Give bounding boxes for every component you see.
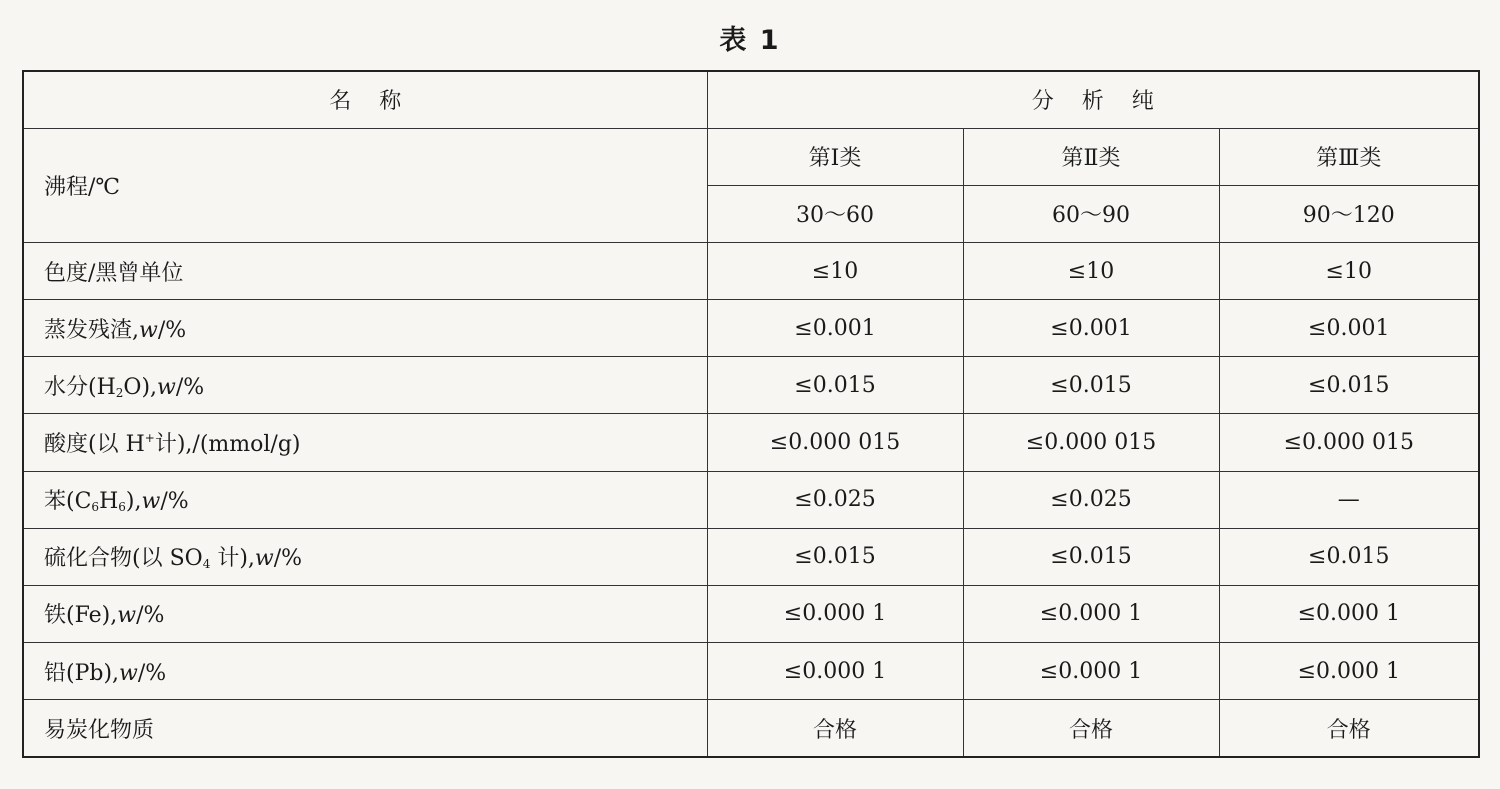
table-row xyxy=(23,643,1479,700)
table-row xyxy=(23,300,1479,357)
row-value: 合格 xyxy=(1219,700,1479,757)
row-label: 铅(Pb),w/% xyxy=(23,643,707,700)
row-value: ≤0.001 xyxy=(1219,300,1479,357)
row-value: ≤0.000 015 xyxy=(963,414,1219,471)
class-3: 第Ⅲ类 xyxy=(1219,128,1479,185)
table-row xyxy=(23,128,1479,185)
row-value: ≤0.000 015 xyxy=(707,414,963,471)
row-label: 易炭化物质 xyxy=(23,700,707,757)
row-value: ≤0.015 xyxy=(1219,357,1479,414)
row-value: ≤0.025 xyxy=(707,471,963,528)
header-grade: 分析纯 xyxy=(707,71,1479,128)
row-value: ≤0.000 015 xyxy=(1219,414,1479,471)
row-value: ≤0.000 1 xyxy=(707,643,963,700)
row-value: ≤0.001 xyxy=(963,300,1219,357)
row-value: ≤0.015 xyxy=(1219,528,1479,585)
class-2: 第Ⅱ类 xyxy=(963,128,1219,185)
row-value: ≤0.025 xyxy=(963,471,1219,528)
row-value: ≤0.000 1 xyxy=(1219,585,1479,642)
table-row xyxy=(23,528,1479,585)
row-value: ≤0.015 xyxy=(963,357,1219,414)
row-label: 铁(Fe),w/% xyxy=(23,585,707,642)
row-label: 色度/黑曾单位 xyxy=(23,242,707,299)
table-row xyxy=(23,357,1479,414)
row-label: 水分$(H_2O),w/\%$ xyxy=(23,357,707,414)
row-value: ≤0.000 1 xyxy=(707,585,963,642)
row-value: ≤10 xyxy=(963,242,1219,299)
header-name: 名称 xyxy=(23,71,707,128)
spec-table xyxy=(22,70,1480,758)
range-3: 90～120 xyxy=(1219,185,1479,242)
table-row xyxy=(23,414,1479,471)
row-label: 蒸发残渣,w/% xyxy=(23,300,707,357)
row-label: 苯$(C_6H_6),w/\%$ xyxy=(23,471,707,528)
table-row xyxy=(23,700,1479,757)
table-row xyxy=(23,585,1479,642)
header-row xyxy=(23,71,1479,128)
boiling-label: 沸程/℃ xyxy=(23,128,707,242)
row-value: ≤0.000 1 xyxy=(1219,643,1479,700)
row-value: — xyxy=(1219,471,1479,528)
row-value: ≤10 xyxy=(707,242,963,299)
row-value: ≤10 xyxy=(1219,242,1479,299)
row-label: 酸度(以 H+计),/(mmol/g) xyxy=(23,414,707,471)
table-row xyxy=(23,471,1479,528)
row-value: 合格 xyxy=(963,700,1219,757)
row-label: 硫化合物(以 $SO_4$ 计),w/% xyxy=(23,528,707,585)
row-value: ≤0.015 xyxy=(963,528,1219,585)
range-2: 60～90 xyxy=(963,185,1219,242)
row-value: ≤0.000 1 xyxy=(963,643,1219,700)
row-value: ≤0.015 xyxy=(707,528,963,585)
row-value: ≤0.000 1 xyxy=(963,585,1219,642)
range-1: 30～60 xyxy=(707,185,963,242)
row-value: 合格 xyxy=(707,700,963,757)
table-caption: 表 1 xyxy=(719,25,781,56)
row-value: ≤0.015 xyxy=(707,357,963,414)
row-value: ≤0.001 xyxy=(707,300,963,357)
class-1: 第Ⅰ类 xyxy=(707,128,963,185)
table-row xyxy=(23,242,1479,299)
